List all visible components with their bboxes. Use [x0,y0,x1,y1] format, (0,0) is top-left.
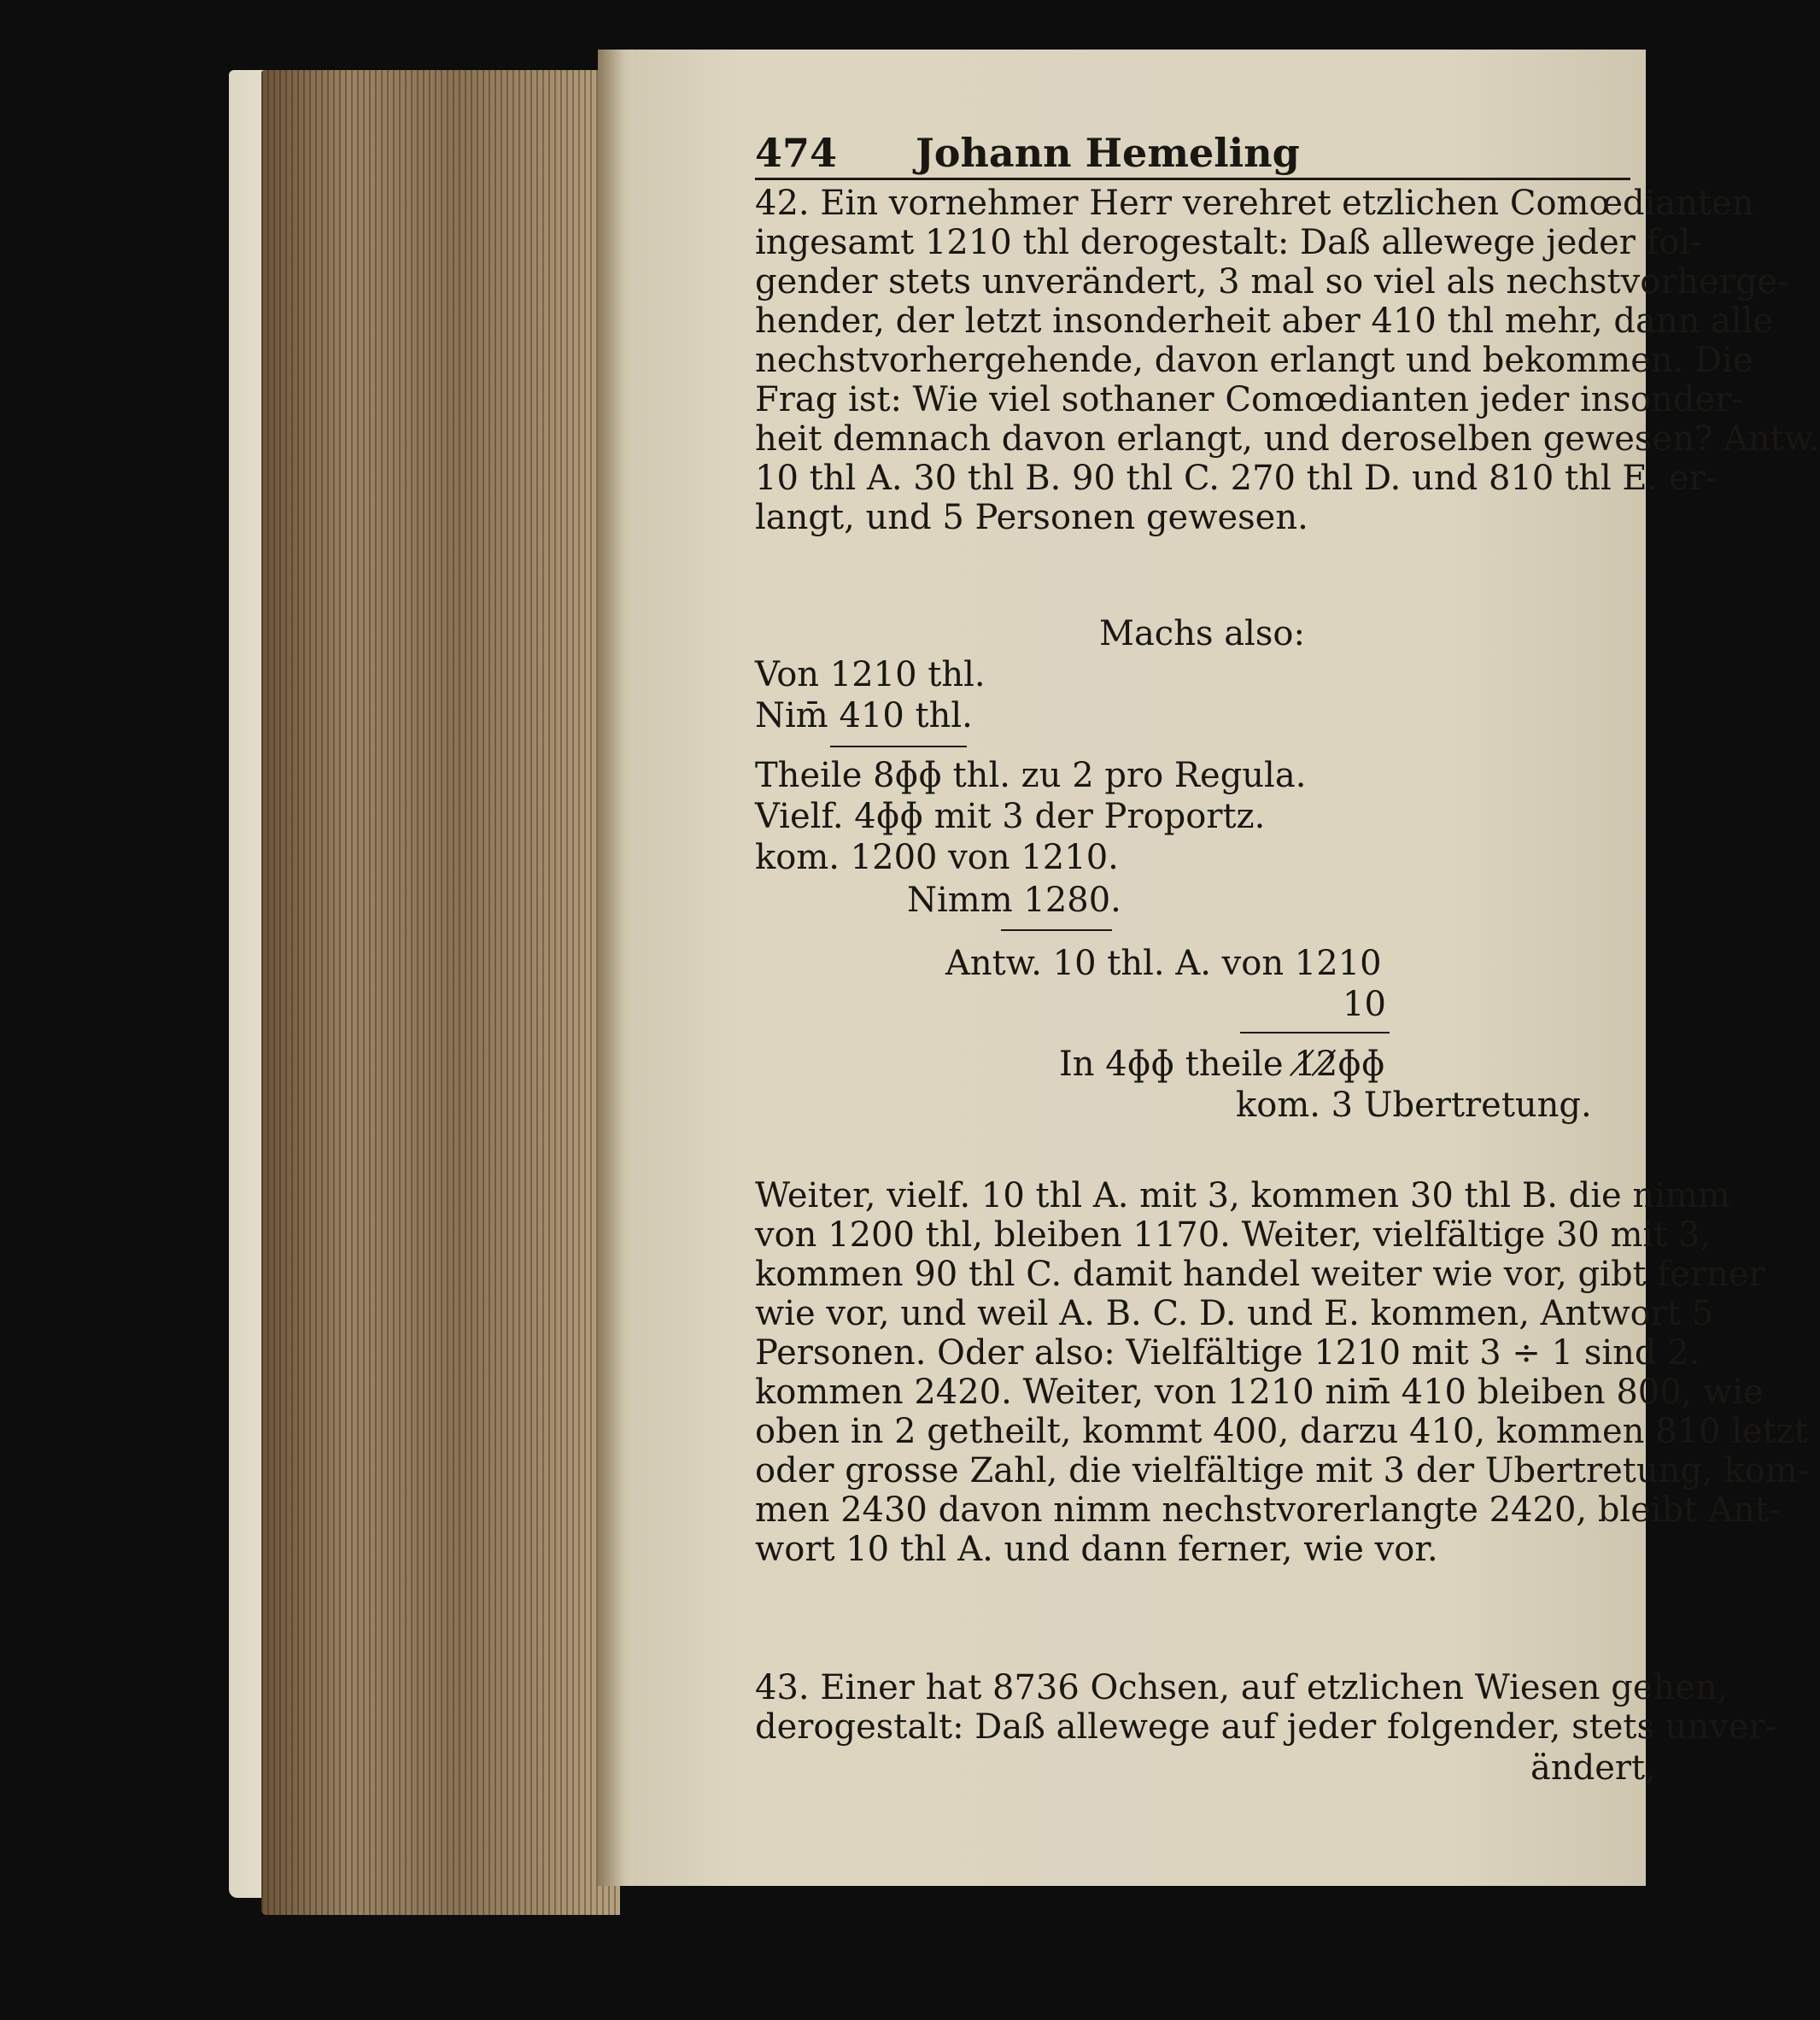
calc-rule [1001,929,1112,931]
text-line: nechstvorhergehende, davon erlangt und bekommen. Die [755,341,1753,380]
calc-rule [1240,1032,1390,1033]
calc-vielf: Vielf. 4ɸɸ mit 3 der Proportz. [755,797,1266,836]
text-line: wie vor, und weil A. B. C. D. und E. kommen, Antwort 5 [755,1294,1714,1333]
calc-in: In 4ɸɸ theile 1̸2̸ɸɸ [1059,1045,1385,1084]
text-line: von 1200 thl, bleiben 1170. Weiter, vielfältige 30 mit 3, [755,1215,1712,1255]
text-line: kommen 2420. Weiter, von 1210 nim̄ 410 bleiben 800, wie [755,1373,1764,1412]
text-line: men 2430 davon nimm nechstvorerlangte 2420, bleibt Ant- [755,1490,1781,1530]
page-number: 474 [755,130,838,176]
text-line: ingesamt 1210 thl derogestalt: Daß allewege jeder fol- [755,223,1702,262]
text-line: Frag ist: Wie viel sothaner Comœdianten jeder insonder- [755,380,1743,419]
text-line: Weiter, vielf. 10 thl A. mit 3, kommen 30 thl B. die nimm [755,1176,1730,1215]
calc-rule [830,746,967,747]
catchword: ändert, [1530,1748,1656,1788]
calc-kom2: kom. 3 Ubertretung. [1236,1086,1592,1125]
book-page [634,50,1820,1886]
text-line: 42. Ein vornehmer Herr verehret etzlichen Comœdianten [755,184,1754,223]
calc-nimm: Nimm 1280. [907,881,1121,920]
calc-theile: Theile 8ɸɸ thl. zu 2 pro Regula. [755,756,1307,795]
text-line: derogestalt: Daß allewege auf jeder folgender, stets unver- [755,1707,1777,1747]
calc-antw: Antw. 10 thl. A. von 1210 [945,944,1382,983]
text-line: langt, und 5 Personen gewesen. [755,498,1308,537]
text-line: hender, der letzt insonderheit aber 410 thl mehr, dann alle [755,302,1774,341]
calc-kom: kom. 1200 von 1210. [755,838,1119,877]
working-heading: Machs also: [1099,614,1305,653]
text-line: wort 10 thl A. und dann ferner, wie vor. [755,1530,1438,1569]
text-line: oder grosse Zahl, die vielfältige mit 3 der Ubertretung, kom- [755,1451,1810,1490]
text-line: kommen 90 thl C. damit handel weiter wie vor, gibt ferner [755,1255,1765,1294]
calc-nim: Nim̄ 410 thl. [755,696,973,735]
text-line: heit demnach davon erlangt, und deroselben gewesen? Antw. [755,419,1820,459]
header-rule [755,178,1630,180]
text-line: oben in 2 getheilt, kommt 400, darzu 410, kommen 810 letzt [755,1412,1808,1451]
text-line: 43. Einer hat 8736 Ochsen, auf etzlichen Wiesen gehen, [755,1668,1729,1707]
page-edges [261,70,620,1915]
text-line: gender stets unverändert, 3 mal so viel als nechstvorherge- [755,262,1789,302]
running-title: Johann Hemeling [916,130,1300,176]
calc-von: Von 1210 thl. [755,655,986,694]
calc-ten: 10 [1343,985,1386,1024]
text-line: 10 thl A. 30 thl B. 90 thl C. 270 thl D. und 810 thl E. er- [755,459,1718,498]
text-line: Personen. Oder also: Vielfältige 1210 mit 3 ÷ 1 sind 2. [755,1333,1700,1373]
